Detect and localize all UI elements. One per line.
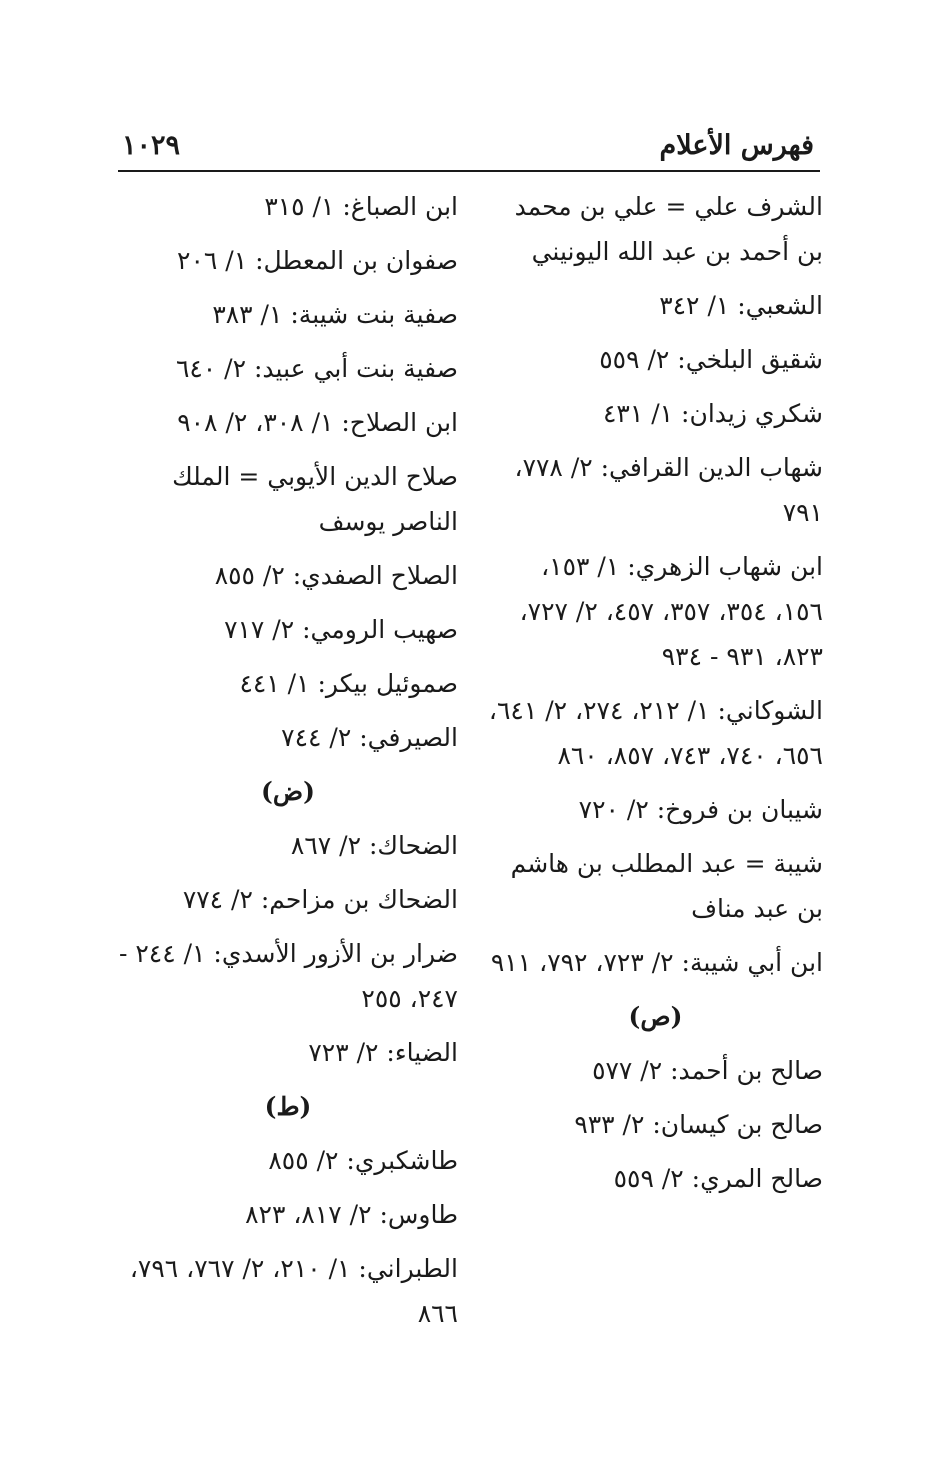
index-entry: طاشكبري: ٢/ ٨٥٥: [268, 1146, 458, 1175]
section-letter: (ض): [261, 777, 315, 806]
index-entry: ابن أبي شيبة: ٢/ ٧٢٣، ٧٩٢، ٩١١: [490, 948, 823, 977]
index-entry: الضحاك بن مزاحم: ٢/ ٧٧٤: [182, 885, 458, 914]
index-entry: صالح بن كيسان: ٢/ ٩٣٣: [574, 1110, 823, 1139]
page-title: فهرس الأعلام: [659, 130, 814, 161]
section-letter: (ص): [628, 1002, 683, 1031]
index-entry: الضياء: ٢/ ٧٢٣: [308, 1038, 458, 1067]
page-header: [118, 118, 820, 172]
index-entry: صهيب الرومي: ٢/ ٧١٧: [224, 615, 458, 644]
index-entry: صفوان بن المعطل: ١/ ٢٠٦: [177, 246, 458, 275]
index-entry: ابن الصباغ: ١/ ٣١٥: [264, 192, 458, 221]
index-entry: طاوس: ٢/ ٨١٧، ٨٢٣: [245, 1200, 458, 1229]
index-entry: شيبان بن فروخ: ٢/ ٧٢٠: [578, 795, 823, 824]
index-column-left: [118, 184, 458, 1345]
index-entry: صالح بن أحمد: ٢/ ٥٧٧: [592, 1056, 823, 1085]
index-entry: الصيرفي: ٢/ ٧٤٤: [281, 723, 458, 752]
index-entry: صفية بنت أبي عبيد: ٢/ ٦٤٠: [175, 354, 458, 383]
index-entry: الشوكاني: ١/ ٢١٢، ٢٧٤، ٢/ ٦٤١، ٦٥٦، ٧٤٠، ٧٤٣، ٨٥٧، ٨٦٠: [488, 696, 823, 770]
index-entry: صموئيل بيكر: ١/ ٤٤١: [239, 669, 458, 698]
index-entry: ابن الصلاح: ١/ ٣٠٨، ٢/ ٩٠٨: [177, 408, 458, 437]
index-entry: شيبة = عبد المطلب بن هاشم بن عبد مناف: [510, 849, 823, 923]
index-entry: صلاح الدين الأيوبي = الملك الناصر يوسف: [172, 462, 458, 536]
index-entry: الشرف علي = علي بن محمد بن أحمد بن عبد الله اليونيني: [514, 192, 823, 266]
index-entry: صفية بنت شيبة: ١/ ٣٨٣: [212, 300, 458, 329]
index-entry: شقيق البلخي: ٢/ ٥٥٩: [599, 345, 823, 374]
index-entry: ابن شهاب الزهري: ١/ ١٥٣، ١٥٦، ٣٥٤، ٣٥٧، ٤٥٧، ٢/ ٧٢٧، ٨٢٣، ٩٣١ - ٩٣٤: [519, 552, 823, 671]
index-column-right: [488, 184, 823, 1210]
index-entry: الشعبي: ١/ ٣٤٢: [659, 291, 823, 320]
index-entry: ضرار بن الأزور الأسدي: ١/ ٢٤٤ - ٢٤٧، ٢٥٥: [118, 939, 458, 1013]
index-entry: شكري زيدان: ١/ ٤٣١: [603, 399, 823, 428]
section-letter: (ط): [264, 1092, 312, 1121]
index-entry: صالح المري: ٢/ ٥٥٩: [613, 1164, 823, 1193]
index-entry: الطبراني: ١/ ٢١٠، ٢/ ٧٦٧، ٧٩٦، ٨٦٦: [129, 1254, 458, 1328]
index-entry: الصلاح الصفدي: ٢/ ٨٥٥: [214, 561, 458, 590]
index-entry: الضحاك: ٢/ ٨٦٧: [290, 831, 458, 860]
page-number: ١٠٢٩: [122, 130, 181, 161]
index-entry: شهاب الدين القرافي: ٢/ ٧٧٨، ٧٩١: [514, 453, 823, 527]
